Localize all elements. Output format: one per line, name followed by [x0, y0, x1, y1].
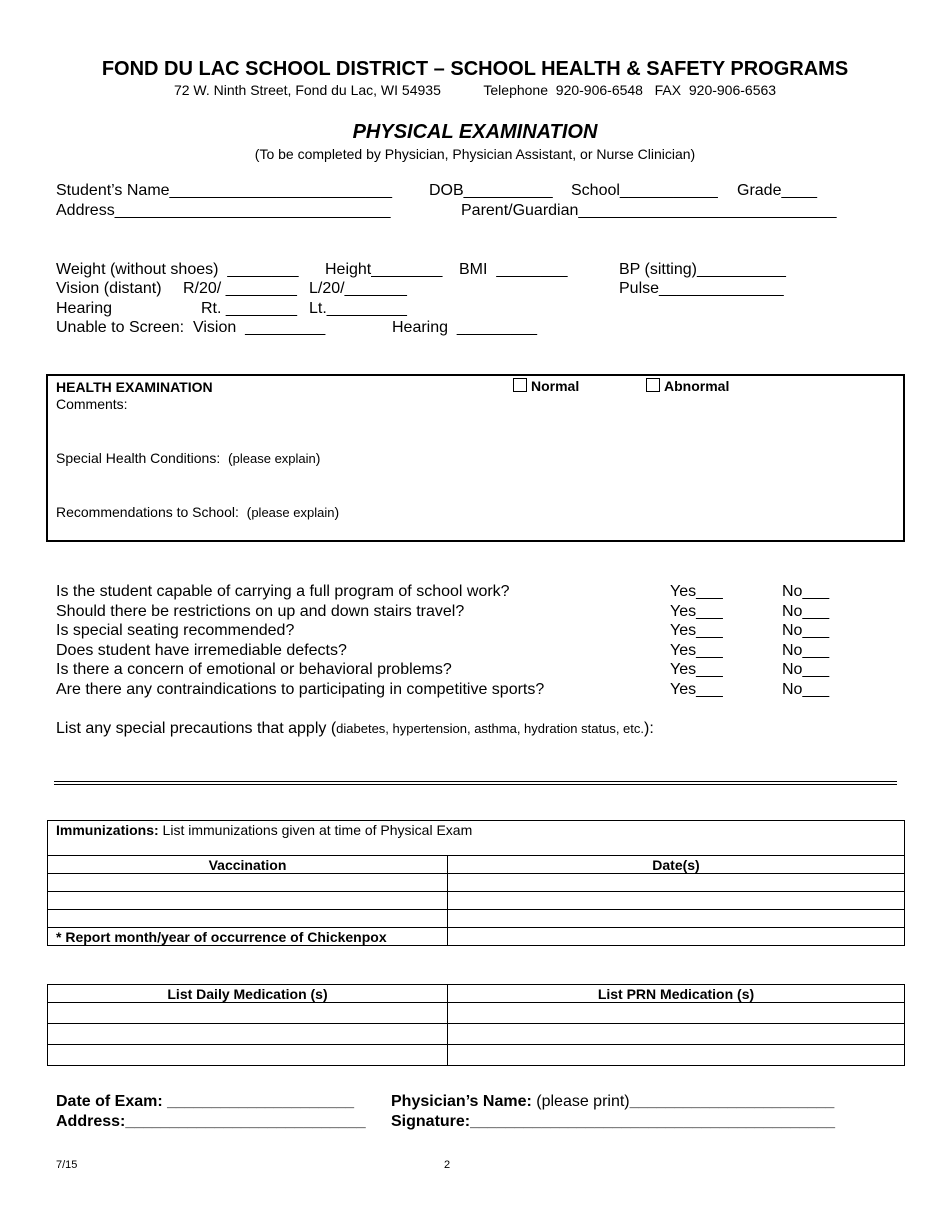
- physician-address-field[interactable]: [56, 1113, 366, 1131]
- question-no[interactable]: No___: [782, 661, 830, 678]
- checkbox-icon: [513, 378, 527, 392]
- recommendations-hint: please explain: [251, 505, 335, 520]
- prn-medication-cell[interactable]: [448, 1003, 905, 1024]
- unable-screen-hearing-field[interactable]: Hearing _________: [392, 319, 538, 336]
- physician-address-line: ___________________________: [125, 1113, 366, 1130]
- date-of-exam-field[interactable]: [56, 1093, 354, 1111]
- question-yes[interactable]: Yes___: [670, 661, 723, 678]
- question-yes[interactable]: Yes___: [670, 622, 723, 639]
- weight-field[interactable]: Weight (without shoes) ________: [56, 261, 299, 278]
- question-no[interactable]: No___: [782, 642, 830, 659]
- precautions-suffix: ):: [644, 720, 654, 737]
- comments-label: Comments:: [56, 396, 128, 412]
- vision-right-field[interactable]: R/20/ ________: [183, 280, 297, 297]
- normal-checkbox[interactable]: [513, 378, 579, 394]
- address-field[interactable]: Address_______________________________: [56, 202, 391, 219]
- height-field[interactable]: Height________: [325, 261, 443, 278]
- vaccination-cell[interactable]: [48, 910, 448, 928]
- question-no[interactable]: No___: [782, 583, 830, 600]
- question-yes[interactable]: Yes___: [670, 681, 723, 698]
- daily-medication-cell[interactable]: [48, 1045, 448, 1066]
- daily-medication-cell[interactable]: [48, 1024, 448, 1045]
- unable-screen-vision-field[interactable]: Unable to Screen: Vision _________: [56, 319, 326, 336]
- question-yes[interactable]: Yes___: [670, 603, 723, 620]
- special-conditions-hint: please explain: [232, 451, 316, 466]
- immunizations-instruction: List immunizations given at time of Physical Exam: [158, 822, 473, 838]
- close-paren: ): [334, 504, 340, 520]
- physician-name-field[interactable]: [391, 1093, 834, 1111]
- physician-name-line: _______________________: [629, 1093, 835, 1110]
- physician-address-label: Address:: [56, 1113, 126, 1130]
- bmi-field[interactable]: BMI ________: [459, 261, 568, 278]
- hearing-right-field[interactable]: Rt. ________: [201, 300, 298, 317]
- question-text: Are there any contraindications to participating in competitive sports?: [56, 681, 545, 698]
- form-title: PHYSICAL EXAMINATION: [352, 121, 598, 143]
- hearing-label: Hearing: [56, 300, 113, 317]
- student-name-field[interactable]: Student’s Name_________________________: [56, 182, 393, 199]
- recommendations-label: [56, 504, 339, 520]
- question-text: Should there be restrictions on up and down stairs travel?: [56, 603, 465, 620]
- signature-field[interactable]: [391, 1113, 835, 1131]
- daily-medication-header: List Daily Medication (s): [48, 985, 448, 1003]
- physician-name-hint: (please print): [531, 1093, 630, 1110]
- health-exam-heading: HEALTH EXAMINATION: [56, 379, 213, 395]
- question-yes[interactable]: Yes___: [670, 583, 723, 600]
- date-cell[interactable]: [448, 910, 905, 928]
- pulse-field[interactable]: Pulse______________: [619, 280, 784, 297]
- vaccination-cell[interactable]: [48, 874, 448, 892]
- prn-medication-cell[interactable]: [448, 1024, 905, 1045]
- abnormal-checkbox[interactable]: [646, 378, 729, 394]
- date-of-exam-line: _____________________: [162, 1093, 355, 1110]
- chickenpox-note: * Report month/year of occurrence of Chickenpox: [48, 928, 448, 946]
- vision-left-field[interactable]: L/20/_______: [309, 280, 407, 297]
- parent-guardian-field[interactable]: Parent/Guardian_____________________________: [461, 202, 837, 219]
- medications-table: [47, 984, 905, 1066]
- signature-line: _________________________________________: [470, 1113, 835, 1130]
- prn-medication-cell[interactable]: [448, 1045, 905, 1066]
- prn-medication-header: List PRN Medication (s): [448, 985, 905, 1003]
- form-subtitle: (To be completed by Physician, Physician Assistant, or Nurse Clinician): [254, 146, 696, 162]
- district-title: FOND DU LAC SCHOOL DISTRICT – SCHOOL HEALTH & SAFETY PROGRAMS: [101, 58, 849, 80]
- immunizations-label: Immunizations:: [56, 822, 159, 838]
- hearing-left-field[interactable]: Lt._________: [309, 300, 407, 317]
- divider-line: [54, 784, 897, 785]
- dates-column-header: Date(s): [448, 856, 905, 874]
- checkbox-icon: [646, 378, 660, 392]
- grade-field[interactable]: Grade____: [737, 182, 818, 199]
- date-cell[interactable]: [448, 892, 905, 910]
- abnormal-label: Abnormal: [664, 378, 730, 394]
- district-address: 72 W. Ninth Street, Fond du Lac, WI 54935 Telephone 920-906-6548 FAX 920-906-6563: [173, 82, 777, 98]
- special-conditions-label: [56, 450, 320, 466]
- daily-medication-cell[interactable]: [48, 1003, 448, 1024]
- signature-label: Signature:: [391, 1113, 471, 1130]
- vaccination-cell[interactable]: [48, 892, 448, 910]
- precautions-prefix: List any special precautions that apply (: [56, 720, 337, 737]
- question-no[interactable]: No___: [782, 622, 830, 639]
- question-no[interactable]: No___: [782, 603, 830, 620]
- recommendations-text: Recommendations to School: (: [56, 504, 252, 520]
- precautions-examples: diabetes, hypertension, asthma, hydration status, etc.: [336, 721, 644, 736]
- precautions-label: [56, 720, 654, 738]
- special-conditions-text: Special Health Conditions: (: [56, 450, 233, 466]
- normal-label: Normal: [531, 378, 580, 394]
- question-text: Is the student capable of carrying a full program of school work?: [56, 583, 510, 600]
- question-text: Is special seating recommended?: [56, 622, 295, 639]
- page-number: 2: [444, 1159, 451, 1171]
- physician-name-label: Physician’s Name:: [391, 1093, 532, 1110]
- question-text: Is there a concern of emotional or behavioral problems?: [56, 661, 452, 678]
- vaccination-column-header: Vaccination: [48, 856, 448, 874]
- school-field[interactable]: School___________: [571, 182, 718, 199]
- divider-line: [54, 781, 897, 782]
- bp-field[interactable]: BP (sitting)__________: [619, 261, 786, 278]
- question-yes[interactable]: Yes___: [670, 642, 723, 659]
- chickenpox-date-cell[interactable]: [448, 928, 905, 946]
- close-paren: ): [315, 450, 321, 466]
- revision-date: 7/15: [56, 1159, 78, 1171]
- date-of-exam-label: Date of Exam:: [56, 1093, 163, 1110]
- immunizations-table: [47, 820, 905, 946]
- vision-label: Vision (distant): [56, 280, 162, 297]
- date-cell[interactable]: [448, 874, 905, 892]
- dob-field[interactable]: DOB__________: [429, 182, 553, 199]
- question-text: Does student have irremediable defects?: [56, 642, 347, 659]
- question-no[interactable]: No___: [782, 681, 830, 698]
- immunizations-header: [48, 821, 905, 856]
